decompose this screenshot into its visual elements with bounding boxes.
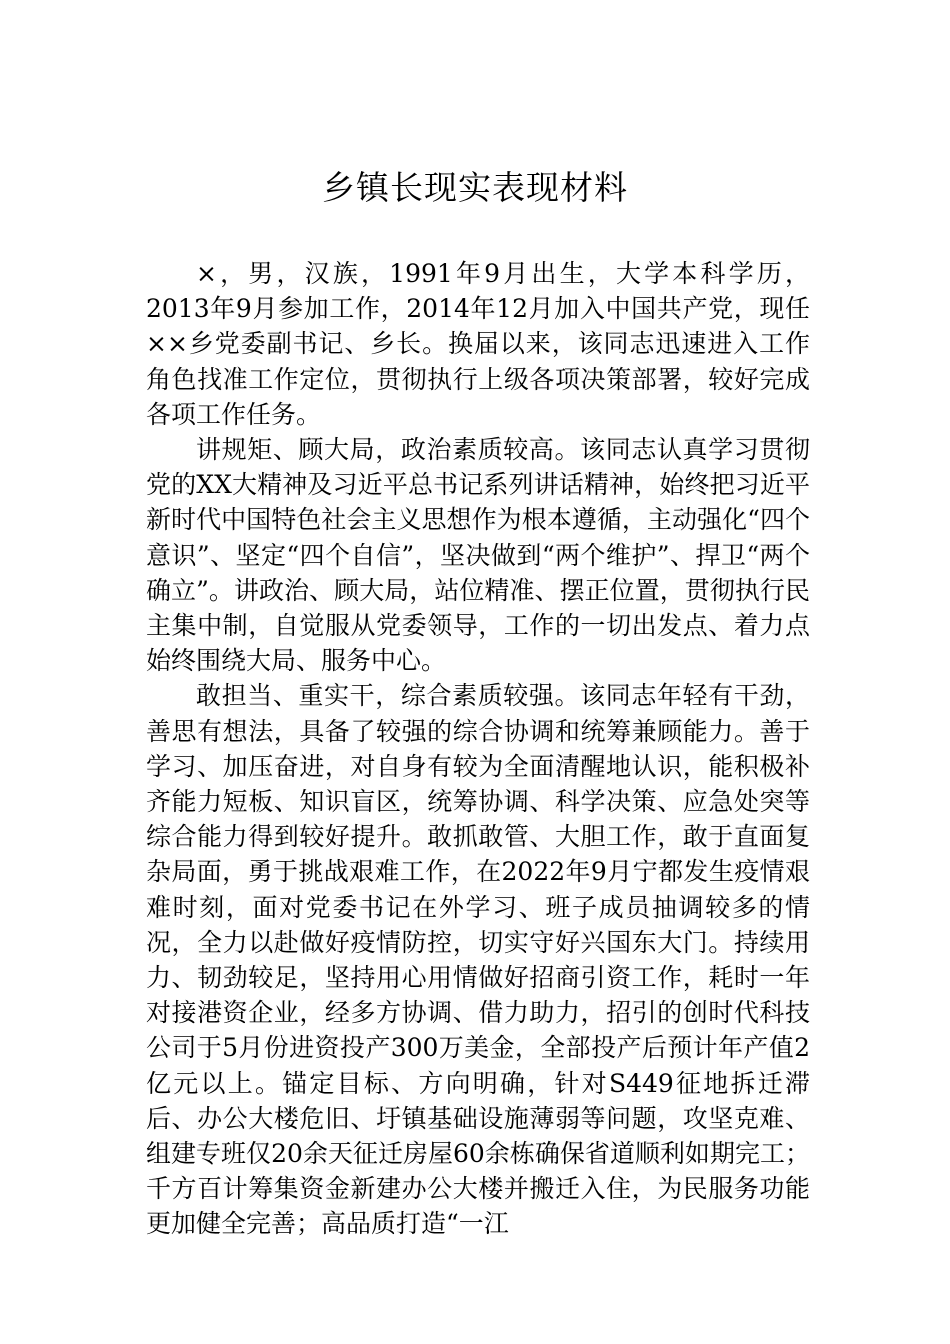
paragraph-intro: ×，男，汉族，1991年9月出生，大学本科学历，2013年9月参加工作，2014年12月加入中国共产党，现任××乡党委副书记、乡长。换届以来，该同志迅速进入工作角色找准工作定位，贯彻执行上级各项决策部署，较好完成各项工作任务。 [146, 259, 810, 429]
paragraph-political-quality: 讲规矩、顾大局，政治素质较高。该同志认真学习贯彻党的XX大精神及习近平总书记系列讲话精神，始终把习近平新时代中国特色社会主义思想作为根本遵循，主动强化“四个意识”、坚定“四个自信”，坚决做到“两个维护”、捍卫“两个确立”。讲政治、顾大局，站位精准、摆正位置，贯彻执行民主集中制，自觉服从党委领导，工作的一切出发点、着力点始终围绕大局、服务中心。 [146, 435, 810, 676]
document-body [146, 256, 810, 1242]
document-title: 乡镇长现实表现材料 [322, 168, 628, 207]
paragraph-overall-quality: 敢担当、重实干，综合素质较强。该同志年轻有干劲，善思有想法，具备了较强的综合协调和统筹兼顾能力。善于学习、加压奋进，对自身有较为全面清醒地认识，能积极补齐能力短板、知识盲区，统筹协调、科学决策、应急处突等综合能力得到较好提升。敢抓敢管、大胆工作，敢于直面复杂局面，勇于挑战艰难工作，在2022年9月宁都发生疫情艰难时刻，面对党委书记在外学习、班子成员抽调较多的情况，全力以赴做好疫情防控，切实守好兴国东大门。持续用力、韧劲较足，坚持用心用情做好招商引资工作，耗时一年对接港资企业，经多方协调、借力助力，招引的创时代科技公司于5月份进资投产300万美金，全部投产后预计年产值2亿元以上。锚定目标、方向明确，针对S449征地拆迁滞后、办公大楼危旧、圩镇基础设施薄弱等问题，攻坚克难、组建专班仅20余天征迁房屋60余栋确保省道顺利如期完工；千方百计筹集资金新建办公大楼并搬迁入住，为民服务功能更加健全完善；高品质打造“一江 [146, 681, 810, 1239]
